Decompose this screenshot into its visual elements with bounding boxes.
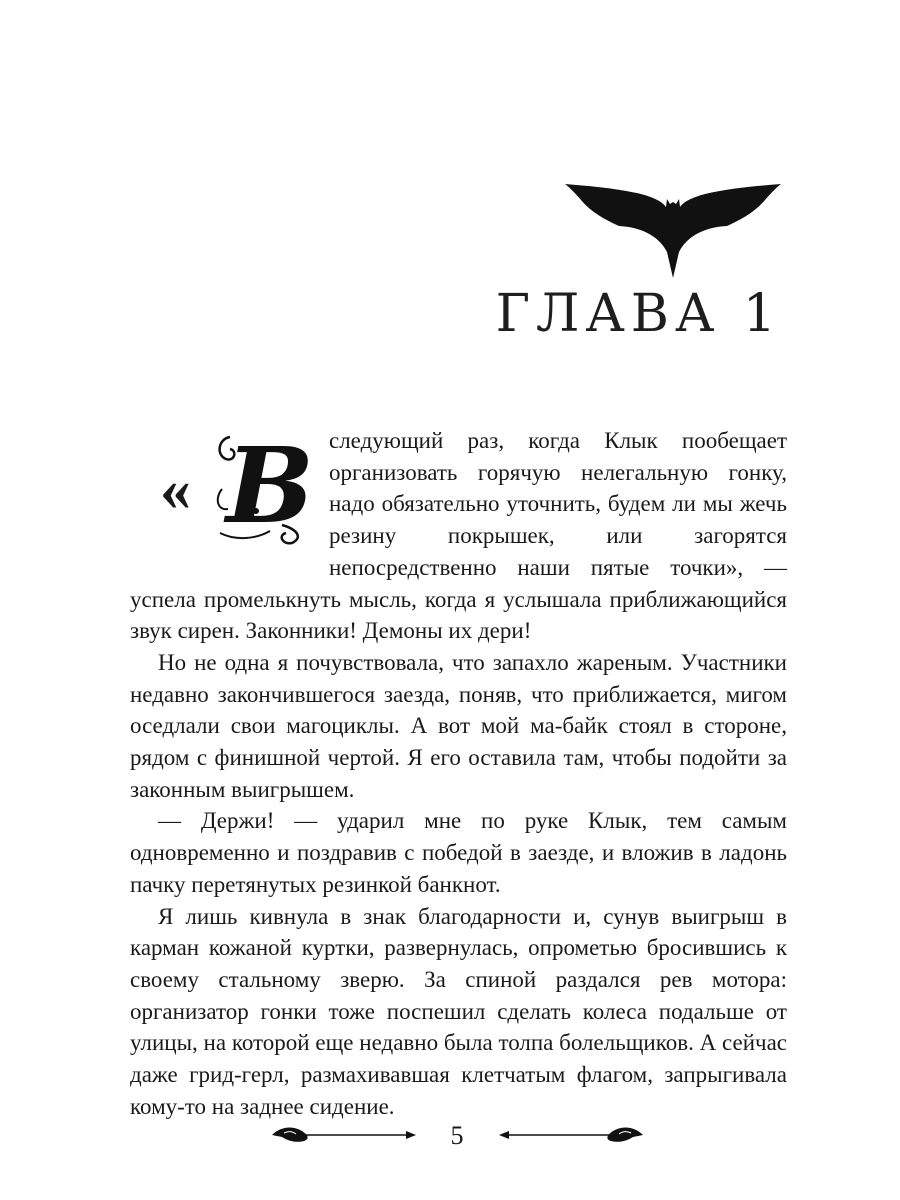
left-flourish-icon: [270, 1121, 420, 1151]
dropcap-letter: В: [226, 424, 314, 547]
right-flourish-icon: [495, 1121, 645, 1151]
paragraph-1-text: следующий раз, когда Клык пообещает организовать горячую нелегальную гонку, надо обязательно уточнить, будем ли мы жечь резину покрышек, или загорятся непосредственно наши пятые точки», — успела промелькнуть мысль, когда я услышала приближающийся звук сирен. Законники! Демоны их дери!: [130, 428, 787, 644]
dropcap: [130, 424, 325, 554]
paragraph-4: Я лишь кивнула в знак благодарности и, сунув выигрыш в карман кожаной куртки, развернулась, опрометью бросившись к своему стальному зверю. За спиной раздался рев мотора: организатор гонки тоже поспешил сделать колеса подальше от улицы, на которой еще недавно была толпа болельщиков. А сейчас даже грид-герл, размахивавшая клетчатым флагом, запрыгивала кому-то на заднее сидение.: [130, 903, 787, 1119]
chapter-title: ГЛАВА 1: [495, 284, 782, 344]
chapter-body: [130, 425, 787, 1122]
opening-quote: «: [160, 456, 191, 524]
paragraph-1: [130, 425, 787, 647]
page-number: 5: [450, 1121, 464, 1150]
ornamental-initial: [212, 424, 314, 547]
paragraph-3: — Держи! — ударил мне по руке Клык, тем самым одновременно и поздравив с победой в заезде, и вложив в ладонь пачку перетянутых резинкой банкнот.: [130, 808, 787, 897]
page-footer: [270, 1121, 645, 1151]
paragraph-2: Но не одна я почувствовала, что запахло жареным. Участники недавно закончившегося заезда, поняв, что приближается, мигом оседлали свои магоциклы. А вот мой ма-байк стоял в стороне, рядом с финишной чертой. Я его оставила там, чтобы подойти за законным выигрышем.: [130, 649, 787, 802]
bat-icon: [563, 180, 783, 285]
